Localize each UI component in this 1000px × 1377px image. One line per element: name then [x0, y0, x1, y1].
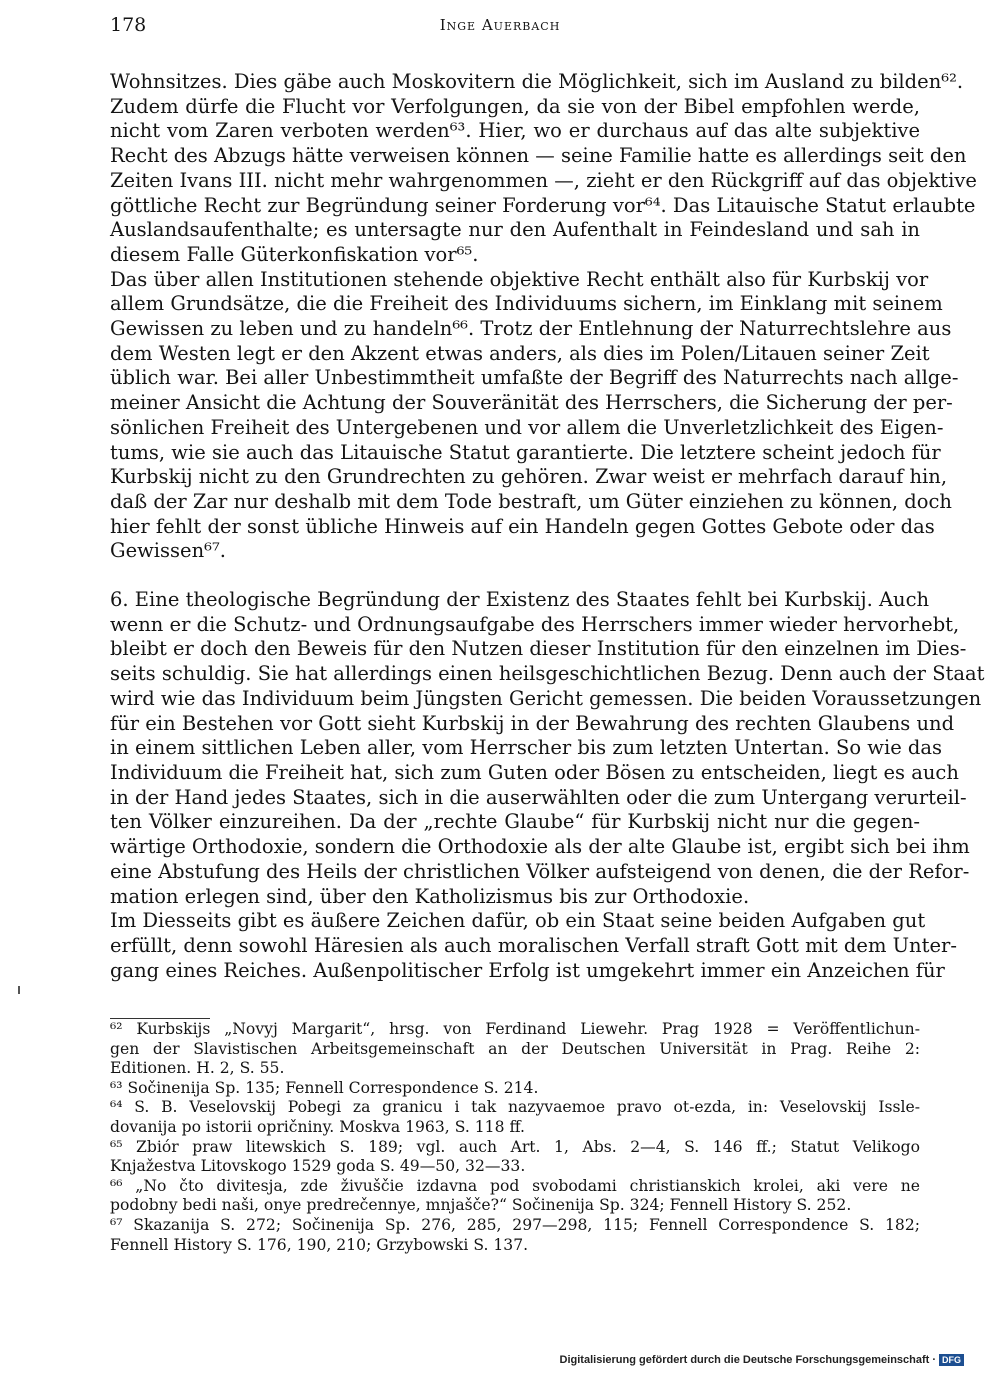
text-line: üblich war. Bei aller Unbestimmtheit umfaßte der Begriff des Naturrechts nach allge- [110, 366, 959, 390]
text-line: dem Westen legt er den Akzent etwas anders, als dies im Polen/Litauen seiner Zeit [110, 341, 930, 365]
footnote-rule [110, 1018, 210, 1019]
text-line: für ein Bestehen vor Gott sieht Kurbskij in der Bewahrung des rechten Glaubens und [110, 711, 955, 735]
scan-mark [18, 986, 20, 994]
text-line: Zeiten Ivans III. nicht mehr wahrgenommen —, zieht er den Rückgriff auf das objektive [110, 168, 977, 192]
footnote-line: Knjažestva Litovskogo 1529 goda S. 49—50, 32—33. [110, 1157, 526, 1176]
footnote-line: ⁶⁵ Zbiór praw litewskich S. 189; vgl. auch Art. 1, Abs. 2—4, S. 146 ff.; Statut Velikogo [110, 1137, 920, 1156]
text-line: Recht des Abzugs hätte verweisen können — seine Familie hatte es allerdings seit den [110, 144, 967, 168]
credit-text: Digitalisierung gefördert durch die Deutsche Forschungsgemeinschaft [559, 1354, 930, 1366]
text-line: erfüllt, denn sowohl Häresien als auch moralischen Verfall straft Gott mit dem Unter- [110, 933, 957, 957]
text-line: wenn er die Schutz- und Ordnungsaufgabe des Herrschers immer wieder hervorhebt, [110, 612, 960, 636]
text-line: bleibt er doch den Beweis für den Nutzen dieser Institution für den einzelnen im Dies- [110, 637, 967, 661]
text-line: Das über allen Institutionen stehende objektive Recht enthält also für Kurbskij vor [110, 267, 929, 291]
text-line: in der Hand jedes Staates, sich in die auserwählten oder die zum Untergang verurteil- [110, 785, 967, 809]
text-line: allem Grundsätze, die die Freiheit des Individuums sichern, im Einklang mit seinem [110, 292, 943, 316]
text-line: Gewissen⁶⁷. [110, 539, 226, 563]
paragraph [110, 588, 985, 909]
text-line: göttliche Recht zur Begründung seiner Forderung vor⁶⁴. Das Litauische Statut erlaubte [110, 193, 976, 217]
page-number: 178 [110, 14, 147, 36]
text-line: gang eines Reiches. Außenpolitischer Erfolg ist umgekehrt immer ein Anzeichen für [110, 958, 945, 982]
footnote [110, 1020, 920, 1079]
text-line: ten Völker einzureihen. Da der „rechte Glaube“ für Kurbskij nicht nur die gegen- [110, 810, 920, 834]
running-head: Inge Auerbach [439, 16, 561, 34]
text-line: Wohnsitzes. Dies gäbe auch Moskovitern die Möglichkeit, sich im Ausland zu bilden⁶². [110, 70, 964, 93]
text-line: Gewissen zu leben und zu handeln⁶⁶. Trotz der Entlehnung der Naturrechtslehre aus [110, 317, 952, 341]
text-line: wärtige Orthodoxie, sondern die Orthodoxie als der alte Glaube ist, ergibt sich bei ihm [110, 835, 970, 859]
text-line: diesem Falle Güterkonfiskation vor⁶⁵. [110, 242, 479, 266]
footnote-line: gen der Slavistischen Arbeitsgemeinschaft an der Deutschen Universität in Prag. Reihe 2: [110, 1039, 920, 1058]
text-line: mation erlegen sind, über den Katholizismus bis zur Orthodoxie. [110, 884, 750, 908]
text-line: in einem sittlichen Leben aller, vom Herrscher bis zum letzten Untertan. So wie das [110, 736, 943, 760]
text-line: Zudem dürfe die Flucht vor Verfolgungen, da sie von der Bibel empfohlen werde, [110, 94, 920, 118]
paragraph-gap [110, 564, 920, 588]
footnote-line: ⁶⁷ Skazanija S. 272; Sočinenija Sp. 276, 285, 297—298, 115; Fennell Correspondence S. 182; [110, 1215, 920, 1234]
text-line: seits schuldig. Sie hat allerdings einen heilsgeschichtlichen Bezug. Denn auch der Staat [110, 662, 985, 686]
paragraph [110, 909, 957, 983]
paragraph [110, 70, 977, 268]
footnote [110, 1177, 920, 1216]
footnote-line: ⁶² Kurbskijs „Novyj Margarit“, hrsg. von Ferdinand Liewehr. Prag 1928 = Veröffentlichun- [110, 1020, 920, 1038]
footnote [110, 1138, 920, 1177]
text-line: daß der Zar nur deshalb mit dem Tode bestraft, um Güter einziehen zu können, doch [110, 489, 952, 513]
text-line: meiner Ansicht die Achtung der Souveränität des Herrschers, die Sicherung der per- [110, 391, 953, 415]
text-line: nicht vom Zaren verboten werden⁶³. Hier, wo er durchaus auf das alte subjektive [110, 119, 920, 143]
paragraph [110, 267, 959, 564]
text-line: hier fehlt der sonst übliche Hinweis auf ein Handeln gegen Gottes Gebote oder das [110, 514, 935, 538]
text-line: Im Diesseits gibt es äußere Zeichen dafür, ob ein Staat seine beiden Aufgaben gut [110, 909, 926, 933]
text-line: sönlichen Freiheit des Untergebenen und vor allem die Unverletzlichkeit des Eigen- [110, 415, 944, 439]
footnote-line: ⁶⁶ „No čto divitesja, zde živuščie izdavna pod svobodami christianskich krolei, aki vere ne [110, 1176, 920, 1195]
dfg-logo: DFG [939, 1354, 964, 1366]
text-line: Individuum die Freiheit hat, sich zum Guten oder Bösen zu entscheiden, liegt es auch [110, 760, 959, 784]
footnote-line: Editionen. H. 2, S. 55. [110, 1059, 285, 1078]
body-text [110, 70, 985, 983]
text-line: Kurbskij nicht zu den Grundrechten zu gehören. Zwar weist er mehrfach darauf hin, [110, 465, 948, 489]
footnote-line: podobny bedi naši, onye predrečennye, mnjašče?“ Sočinenija Sp. 324; Fennell History S. 252. [110, 1196, 852, 1215]
digitization-credit [560, 1354, 964, 1366]
footnote [110, 1216, 920, 1255]
footnote-line: Fennell History S. 176, 190, 210; Grzybowski S. 137. [110, 1235, 529, 1254]
footnote-line: ⁶³ Sočinenija Sp. 135; Fennell Correspondence S. 214. [110, 1078, 539, 1097]
text-line: eine Abstufung des Heils der christlichen Völker aufsteigend von denen, die der Refor- [110, 859, 970, 883]
text-line: 6. Eine theologische Begründung der Existenz des Staates fehlt bei Kurbskij. Auch [110, 588, 930, 612]
text-line: Auslandsaufenthalte; es untersagte nur den Aufenthalt in Feindesland und sah in [110, 218, 920, 242]
footnote [110, 1079, 920, 1099]
footnotes [110, 1020, 920, 1255]
footnote-line: dovanija po istorii opričniny. Moskva 1963, S. 118 ff. [110, 1117, 525, 1136]
text-line: tums, wie sie auch das Litauische Statut garantierte. Die letztere scheint jedoch für [110, 440, 941, 464]
footnote-line: ⁶⁴ S. B. Veselovskij Pobegi za granicu i tak nazyvaemoe pravo ot-ezda, in: Veselovskij Issle- [110, 1098, 920, 1117]
text-line: wird wie das Individuum beim Jüngsten Gericht gemessen. Die beiden Voraussetzungen [110, 686, 982, 710]
credit-separator: · [932, 1354, 936, 1366]
footnote [110, 1098, 920, 1137]
